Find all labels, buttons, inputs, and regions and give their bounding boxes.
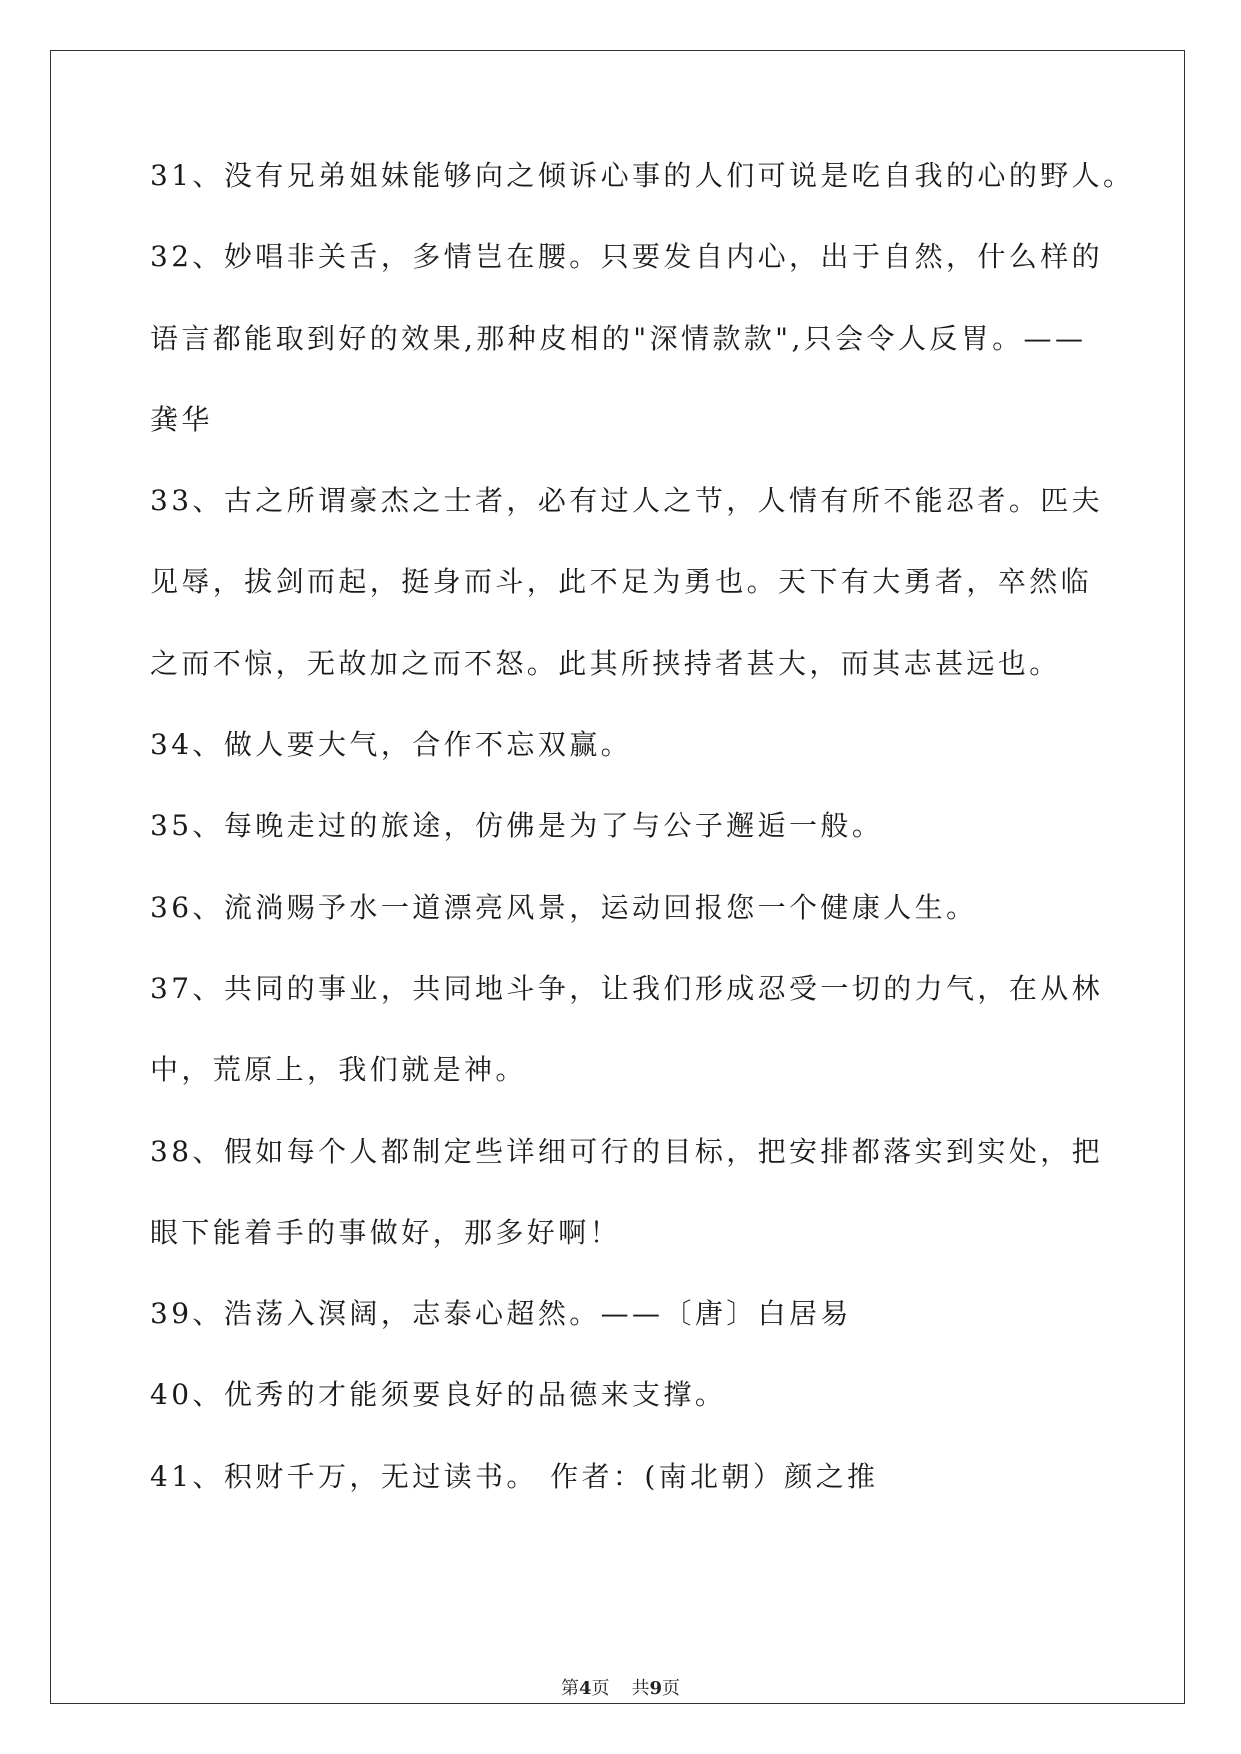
text-line: 37、共同的事业，共同地斗争，让我们形成忍受一切的力气，在从林	[150, 971, 1104, 1005]
total-pages-suffix: 页	[662, 1678, 681, 1699]
text-line: 32、妙唱非关舌，多情岂在腰。只要发自内心，出于自然，什么样的	[150, 240, 1104, 274]
text-line: 40、优秀的才能须要良好的品德来支撑。	[150, 1378, 727, 1412]
text-line: 41、积财千万，无过读书。 作者：(南北朝）颜之推	[150, 1459, 879, 1493]
text-line: 31、没有兄弟姐妹能够向之倾诉心事的人们可说是吃自我的心的野人。	[150, 159, 1135, 192]
text-line: 中，荒原上，我们就是神。	[150, 1053, 527, 1087]
text-line: 龚华	[150, 402, 213, 436]
document-body	[150, 158, 1135, 1540]
page-number-prefix: 第	[560, 1678, 579, 1699]
text-line: 眼下能着手的事做好，那多好啊！	[150, 1215, 622, 1249]
current-page-number: 4	[578, 1678, 592, 1699]
total-pages-number: 9	[649, 1678, 663, 1699]
text-line: 38、假如每个人都制定些详细可行的目标，把安排都落实到实处，把	[150, 1134, 1104, 1168]
page-number-suffix: 页	[591, 1678, 610, 1699]
text-line: 语言都能取到好的效果,那种皮相的"深情款款",只会令人反胃。——	[150, 321, 1087, 355]
text-line: 36、流淌赐予水一道漂亮风景，运动回报您一个健康人生。	[150, 890, 978, 924]
page-footer	[0, 1674, 1241, 1700]
text-line: 39、浩荡入溟阔，志泰心超然。——〔唐〕白居易	[150, 1297, 852, 1331]
text-line: 33、古之所谓豪杰之士者，必有过人之节，人情有所不能忍者。匹夫	[150, 484, 1104, 518]
text-line: 见辱，拔剑而起，挺身而斗，此不足为勇也。天下有大勇者，卒然临	[150, 565, 1093, 599]
text-line: 34、做人要大气，合作不忘双赢。	[150, 728, 633, 762]
text-line: 之而不惊，无故加之而不怒。此其所挟持者甚大，而其志甚远也。	[150, 646, 1061, 680]
total-pages-prefix: 共	[631, 1678, 650, 1699]
text-line: 35、每晚走过的旅途，仿佛是为了与公子邂逅一般。	[150, 809, 884, 843]
